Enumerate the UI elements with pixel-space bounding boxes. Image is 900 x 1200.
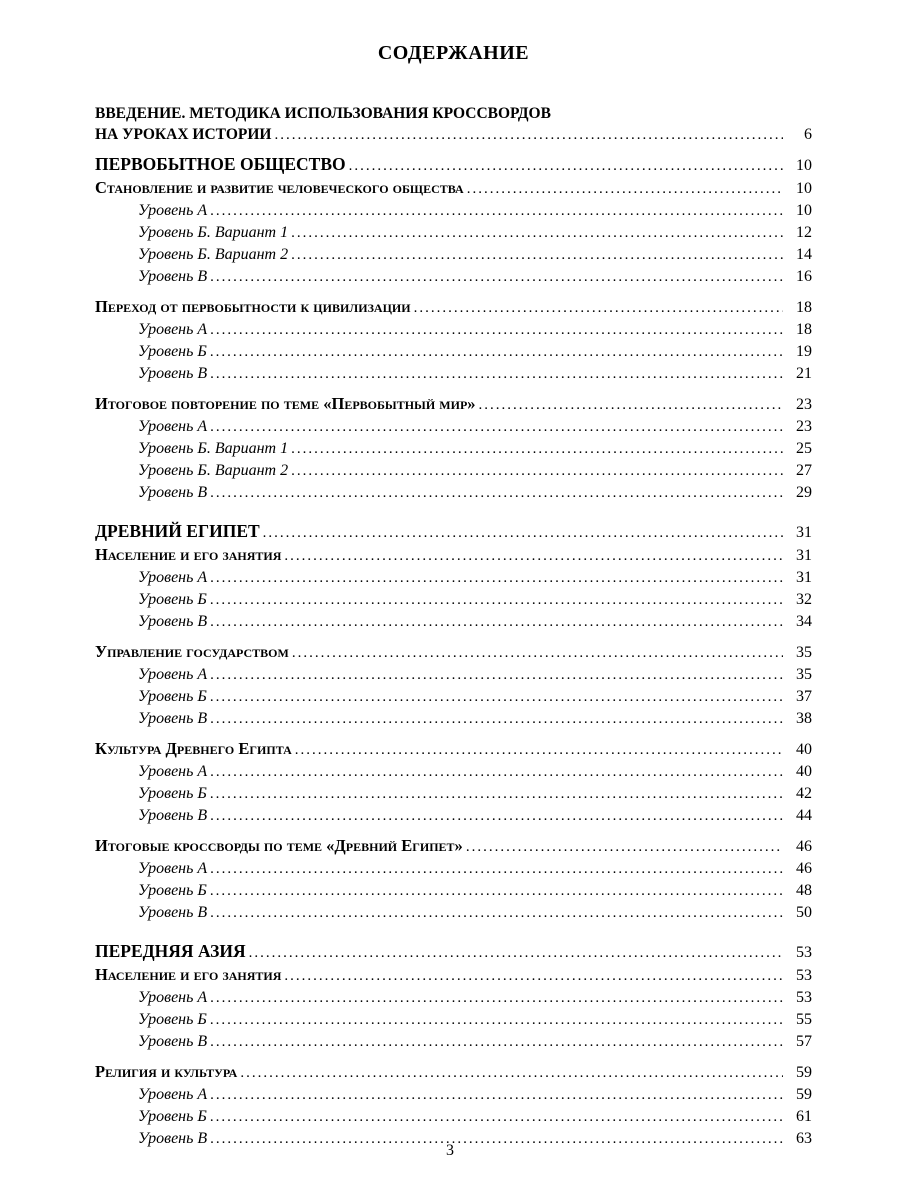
toc-entry [95,611,812,633]
dot-leader [210,709,783,730]
dot-leader [210,762,783,783]
dot-leader [210,568,783,589]
toc-entry [95,761,812,783]
toc-entry-label: Уровень А [138,569,208,586]
page-title: СОДЕРЖАНИЕ [377,42,530,64]
toc-entry-page: 23 [796,396,812,413]
dot-leader [274,125,783,146]
dot-leader [210,687,783,708]
toc-entry-label: Уровень А [138,860,208,877]
toc-entry [95,738,812,761]
toc-entry-page: 31 [796,547,812,564]
dot-leader [210,806,783,827]
toc-entry-page: 61 [796,1108,812,1125]
dot-leader [210,881,783,902]
toc-entry-page: 18 [796,321,812,338]
toc-entry [95,438,812,460]
dot-leader [466,837,783,858]
toc-entry-page: 42 [796,785,812,802]
toc-entry [95,987,812,1009]
dot-leader [210,590,783,611]
toc-entry-page: 14 [796,246,812,263]
toc-entry-page: 46 [796,838,812,855]
dot-leader [295,740,783,761]
toc-entry-page: 19 [796,343,812,360]
dot-leader [291,439,783,460]
toc-entry-label: Уровень Б [138,688,207,705]
dot-leader [467,179,783,200]
toc-entry-label: Уровень А [138,1086,208,1103]
dot-leader [249,943,783,964]
dot-leader [210,988,783,1009]
toc-entry [95,460,812,482]
toc-entry-label: Население и его занятия [95,965,282,984]
toc-entry-label: Уровень А [138,989,208,1006]
toc-entry [95,964,812,987]
toc-entry [95,1031,812,1053]
toc-entry-label: Уровень Б. Вариант 2 [138,246,289,263]
toc-entry-label: Уровень А [138,763,208,780]
page-number: 3 [446,1142,454,1159]
toc-entry [95,244,812,266]
toc-entry-label: ПЕРВОБЫТНОЕ ОБЩЕСТВО [95,154,346,174]
toc-entry-label: Культура Древнего Египта [95,739,292,758]
dot-leader [210,665,783,686]
toc-entry-page: 16 [796,268,812,285]
toc-entry [95,1009,812,1031]
toc-entry [95,296,812,319]
toc-entry [95,319,812,341]
toc-entry-page: 23 [796,418,812,435]
toc-entry [95,589,812,611]
toc-entry-label: Уровень Б. Вариант 2 [138,462,289,479]
toc-entry-page: 53 [796,944,812,961]
toc-entry-label: Итоговые кроссворды по теме «Древний Египет» [95,836,463,855]
toc-entry [95,686,812,708]
toc-entry-page: 25 [796,440,812,457]
dot-leader [210,342,783,363]
toc-entry-page: 35 [796,644,812,661]
toc-entry-label: Уровень Б [138,882,207,899]
dot-leader [263,523,783,544]
toc-entry-page: 40 [796,763,812,780]
toc-entry-label: Уровень В [138,710,208,727]
toc-entry [95,708,812,730]
toc-entry-label: Уровень В [138,807,208,824]
toc-entry-page: 46 [796,860,812,877]
dot-leader [210,1107,783,1128]
toc-entry-label: Управление государством [95,642,289,661]
toc-entry [95,783,812,805]
toc-entry-label: Уровень В [138,268,208,285]
dot-leader [210,784,783,805]
toc-entry-page: 53 [796,967,812,984]
toc-entry-page: 48 [796,882,812,899]
dot-leader [210,417,783,438]
toc-entry [95,858,812,880]
toc-entry [95,567,812,589]
dot-leader [479,395,783,416]
toc-entry [95,664,812,686]
toc-entry-page: 18 [796,299,812,316]
toc-entry [95,1106,812,1128]
dot-leader [291,245,783,266]
toc-entry [95,880,812,902]
dot-leader [414,298,783,319]
dot-leader [349,156,783,177]
toc-entry-page: 21 [796,365,812,382]
toc-entry-page: 63 [796,1130,812,1147]
toc-entry-page: 35 [796,666,812,683]
toc-entry-page: 6 [804,126,812,143]
toc-list [95,103,812,1150]
toc-entry [95,200,812,222]
toc-entry-label: Уровень В [138,1130,208,1147]
toc-entry-page: 31 [796,524,812,541]
toc-entry-page: 27 [796,462,812,479]
dot-leader [284,966,783,987]
dot-leader [284,546,783,567]
dot-leader [210,320,783,341]
toc-entry [95,222,812,244]
toc-entry-page: 10 [796,202,812,219]
toc-entry [95,941,812,964]
toc-entry-label: Становление и развитие человеческого общества [95,178,464,197]
toc-entry [95,902,812,924]
toc-entry [95,544,812,567]
toc-entry-page: 40 [796,741,812,758]
toc-entry-page: 12 [796,224,812,241]
toc-entry [95,521,812,544]
toc-entry-page: 37 [796,688,812,705]
toc-entry [95,805,812,827]
toc-entry-page: 29 [796,484,812,501]
dot-leader [291,461,783,482]
toc-entry-page: 32 [796,591,812,608]
dot-leader [210,1085,783,1106]
toc-entry [95,154,812,177]
toc-entry-label: ДРЕВНИЙ ЕГИПЕТ [95,521,260,541]
toc-entry [95,266,812,288]
toc-entry-label: Уровень Б [138,591,207,608]
toc-entry-page: 10 [796,180,812,197]
dot-leader [210,1032,783,1053]
toc-entry-label: Переход от первобытности к цивилизации [95,297,411,316]
toc-entry [95,363,812,385]
dot-leader [210,267,783,288]
dot-leader [240,1063,783,1084]
toc-entry [95,641,812,664]
toc-entry-page: 53 [796,989,812,1006]
toc-entry-label: Уровень В [138,1033,208,1050]
toc-entry [95,1084,812,1106]
dot-leader [210,364,783,385]
toc-entry-label: Уровень Б [138,1011,207,1028]
toc-entry-label: Уровень А [138,418,208,435]
toc-entry [95,177,812,200]
dot-leader [210,1010,783,1031]
dot-leader [210,903,783,924]
toc-entry-page: 55 [796,1011,812,1028]
toc-entry-label: Уровень Б. Вариант 1 [138,440,289,457]
dot-leader [210,201,783,222]
toc-entry-label: Уровень Б [138,343,207,360]
toc-entry-label: Уровень А [138,666,208,683]
dot-leader [292,643,783,664]
toc-entry-page: 57 [796,1033,812,1050]
toc-entry-page: 59 [796,1086,812,1103]
toc-entry-label: Уровень Б. Вариант 1 [138,224,289,241]
toc-entry [95,1061,812,1084]
toc-entry-page: 34 [796,613,812,630]
toc-entry [95,124,812,146]
dot-leader [210,859,783,880]
toc-entry-page: 50 [796,904,812,921]
toc-entry-label: Уровень В [138,904,208,921]
toc-entry-label: Итоговое повторение по теме «Первобытный мир» [95,394,476,413]
toc-entry [95,482,812,504]
toc-entry-label: ПЕРЕДНЯЯ АЗИЯ [95,941,246,961]
toc-entry-label: ВВЕДЕНИЕ. МЕТОДИКА ИСПОЛЬЗОВАНИЯ КРОССВОРДОВ [95,105,551,122]
toc-entry-label: Уровень В [138,365,208,382]
toc-entry-label: Уровень А [138,321,208,338]
toc-entry-page: 59 [796,1064,812,1081]
toc-entry-label: Уровень В [138,613,208,630]
toc-entry-page: 38 [796,710,812,727]
toc-entry-label: Религия и культура [95,1062,238,1081]
dot-leader [210,483,783,504]
dot-leader [291,223,783,244]
dot-leader [210,612,783,633]
toc-entry-label: Население и его занятия [95,545,282,564]
toc-entry [95,103,812,124]
toc-entry [95,393,812,416]
toc-entry-label: НА УРОКАХ ИСТОРИИ [95,126,272,143]
toc-entry-page: 10 [796,157,812,174]
toc-entry-label: Уровень Б [138,1108,207,1125]
toc-entry-page: 31 [796,569,812,586]
toc-entry-label: Уровень А [138,202,208,219]
toc-entry [95,341,812,363]
toc-entry [95,416,812,438]
toc-entry-page: 44 [796,807,812,824]
toc-entry-label: Уровень В [138,484,208,501]
toc-entry-label: Уровень Б [138,785,207,802]
toc-entry [95,835,812,858]
